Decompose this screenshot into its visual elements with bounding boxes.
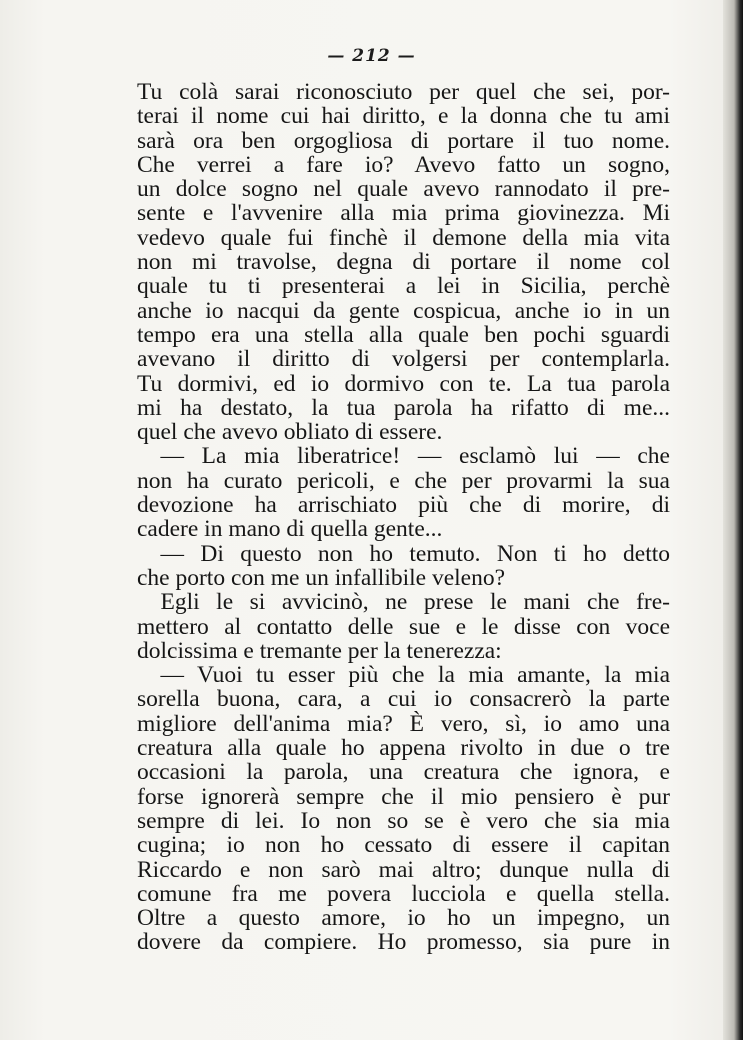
text-line: non ha curato pericoli, e che per provarmi la sua [137,467,670,494]
text-line: devozione ha arrischiato più che di morire, di [137,492,670,519]
text-line: Riccardo e non sarò mai altro; dunque nulla di [137,856,670,883]
text-line: vedevo quale fui finchè il demone della mia vita [137,224,670,251]
page-edge-shadow [723,0,743,1040]
text-line: non mi travolse, degna di portare il nome col [137,249,670,276]
text-line: dovere da compiere. Ho promesso, sia pure in [137,929,670,956]
text-line: sarà ora ben orgogliosa di portare il tuo nome. [137,127,670,154]
text-line: sente e l'avvenire alla mia prima giovinezza. Mi [137,200,670,227]
text-line: comune fra me povera lucciola e quella stella. [137,880,670,907]
text-line: mi ha destato, la tua parola ha rifatto di me... [137,394,670,421]
text-line: mettero al contatto delle sue e le disse con voce [137,613,670,640]
text-line: Tu colà sarai riconosciuto per quel che sei, por- [137,79,670,105]
text-line: sempre di lei. Io non so se è vero che sia mia [137,807,670,834]
text-line: cugina; io non ho cessato di essere il capitan [137,832,670,859]
text-line: tempo era una stella alla quale ben pochi sguardi [137,321,670,348]
text-line: anche io nacqui da gente cospicua, anche io in un [137,297,670,324]
text-line: Che verrei a fare io? Avevo fatto un sogno, [137,151,670,178]
text-line: cadere in mano di quella gente... [137,516,443,543]
text-line: che porto con me un infallibile veleno? [137,564,506,591]
text-line: forse ignorerà sempre che il mio pensiero è pur [137,783,670,810]
text-line: — Vuoi tu esser più che la mia amante, la mia [137,662,670,689]
text-line: avevano il diritto di volgersi per contemplarla. [137,346,670,373]
text-line: — Di questo non ho temuto. Non ti ho detto [137,540,670,567]
text-line: quale tu ti presenterai a lei in Sicilia, perchè [137,273,670,300]
body-text [137,80,670,955]
text-line: sorella buona, cara, a cui io consacrerò la parte [137,686,670,713]
text-line: un dolce sogno nel quale avevo rannodato il pre- [137,176,670,203]
text-line: dolcissima e tremante per la tenerezza: [137,637,502,664]
text-line: creatura alla quale ho appena rivolto in due o tre [137,735,670,762]
text-line: Oltre a questo amore, io ho un impegno, un [137,905,670,932]
text-line: quel che avevo obliato di essere. [137,419,443,446]
text-line: Egli le si avvicinò, ne prese le mani che fre- [137,589,670,616]
page-number: — 212 — [327,46,416,66]
text-line: occasioni la parola, una creatura che ignora, e [137,759,670,786]
text-line: Tu dormivi, ed io dormivo con te. La tua parola [137,370,670,397]
text-line: terai il nome cui hai diritto, e la donna che tu ami [137,103,670,130]
text-line: — La mia liberatrice! — esclamò lui — che [137,443,670,470]
text-line: migliore dell'anima mia? È vero, sì, io amo una [137,710,670,737]
